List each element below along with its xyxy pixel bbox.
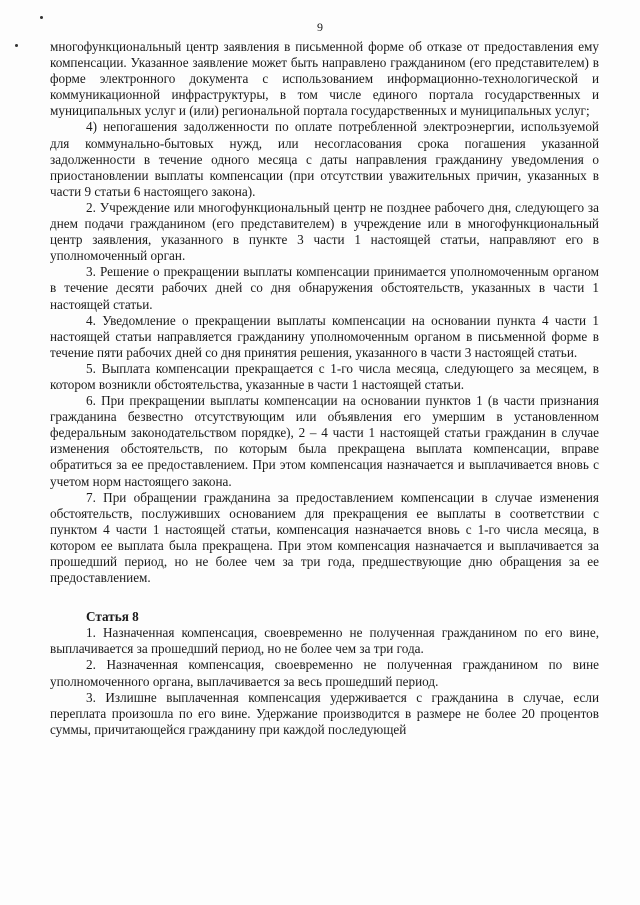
paragraph: 7. При обращении гражданина за предоставлением компенсации в случае изменения обстоятельств, послуживших основанием для прекращения ее выплаты в соответствии с пунктом 4 части 1 настоящей статьи, компенсация назначается вновь с 1-го числа месяца, в котором ее выплата была прекращена. При этом компенсация назначается и выплачивается за прошедший период, но не более чем за три года, предшествующие дню обращения за ее предоставлением. (50, 489, 599, 586)
paragraph: 4) непогашения задолженности по оплате потребленной электроэнергии, используемой для коммунально-бытовых нужд, или несогласования срока погашения указанной задолженности в течение одного месяца с даты направления гражданину уведомления о приостановлении выплаты компенсации (при отсутствии уважительных причин, указанных в части 9 статьи 6 настоящего закона). (50, 119, 599, 199)
document-body (50, 39, 599, 738)
paragraphs-after (50, 625, 599, 738)
paragraph: 6. При прекращении выплаты компенсации на основании пунктов 1 (в части признания гражданина безвестно отсутствующим или объявления его умершим в установленном федеральным законодательством порядке), 2 – 4 части 1 настоящей статьи гражданин в случае изменения обстоятельств, по которым была прекращена выплата компенсации, вправе обратиться за ее предоставлением. При этом компенсация назначается и выплачивается вновь с учетом норм настоящего закона. (50, 393, 599, 489)
paragraph: 1. Назначенная компенсация, своевременно не полученная гражданином по его вине, выплачивается за прошедший период, но не более чем за три года. (50, 625, 599, 657)
scan-speck (40, 16, 43, 19)
paragraph: многофункциональный центр заявления в письменной форме об отказе от предоставления ему компенсации. Указанное заявление может быть направлено гражданином (его представителем) в форме электронного документа с использованием информационно-технологической и коммуникационной инфраструктуры, в том числе единого портала государственных и муниципальных услуг и (или) региональной портала государственных и муниципальных услуг; (50, 39, 599, 119)
paragraph: 3. Излишне выплаченная компенсация удерживается с гражданина в случае, если переплата произошла по его вине. Удержание производится в размере не более 20 процентов суммы, причитающейся гражданину при каждой последующей (50, 689, 599, 737)
paragraphs-before (50, 39, 599, 586)
article-heading: Статья 8 (86, 609, 139, 625)
paragraph: 2. Назначенная компенсация, своевременно не полученная гражданином по вине уполномоченного органа, выплачивается за весь прошедший период. (50, 657, 599, 689)
paragraph: 3. Решение о прекращении выплаты компенсации принимается уполномоченным органом в течение десяти рабочих дней со дня обнаружения обстоятельств, указанных в части 1 настоящей статьи. (50, 264, 599, 312)
paragraph: 4. Уведомление о прекращении выплаты компенсации на основании пункта 4 части 1 настоящей статьи направляется гражданину уполномоченным органом в письменной форме в течение пяти рабочих дней со дня принятия решения, указанного в части 3 настоящей статьи. (50, 312, 599, 360)
paragraph: 5. Выплата компенсации прекращается с 1-го числа месяца, следующего за месяцем, в котором возникли обстоятельства, указанные в части 1 настоящей статьи. (50, 360, 599, 392)
paragraph: 2. Учреждение или многофункциональный центр не позднее рабочего дня, следующего за днем подачи гражданином (его представителем) в учреждение или в многофункциональный центр заявления, указанного в пункте 3 части 1 настоящей статьи, направляют его в уполномоченный орган. (50, 199, 599, 264)
page-number: 9 (317, 20, 323, 34)
scan-speck (15, 44, 18, 47)
